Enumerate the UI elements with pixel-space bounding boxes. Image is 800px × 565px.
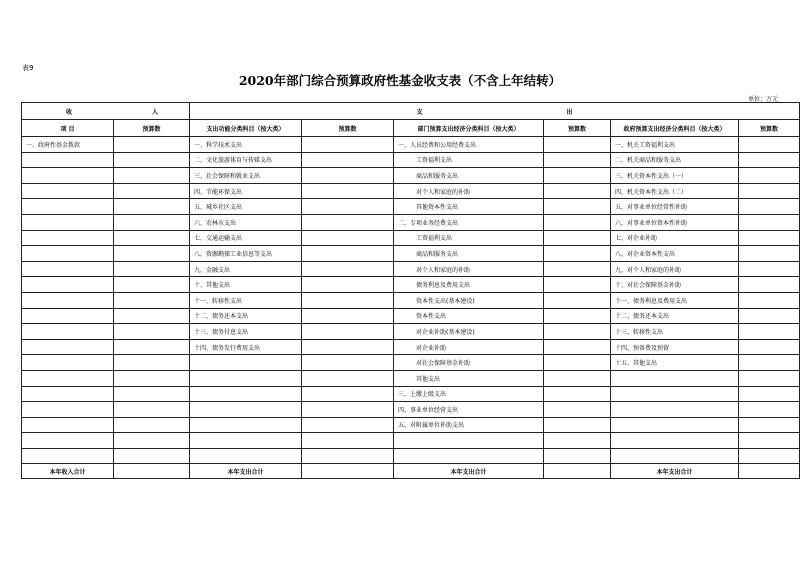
table-cell [302, 433, 394, 449]
table-cell [739, 386, 800, 402]
table-row [22, 246, 800, 262]
table-cell [114, 433, 190, 449]
page-title: 2020年部门综合预算政府性基金收支表（不含上年结转） [238, 73, 562, 88]
table-cell [544, 308, 611, 324]
table-row [22, 402, 800, 418]
table-cell: 对个人和家庭的补助 [394, 261, 544, 277]
table-cell [302, 448, 394, 464]
column-header: 预算数 [114, 120, 190, 137]
table-cell [739, 199, 800, 215]
table-cell: 十四、预备费及预留 [611, 339, 739, 355]
table-cell: 对社会保障基金补助 [394, 355, 544, 371]
table-cell [114, 370, 190, 386]
table-cell [739, 168, 800, 184]
table-cell [190, 433, 302, 449]
total-cell: 本年支出合计 [190, 464, 302, 479]
table-cell: 四、节能环保支出 [190, 183, 302, 199]
table-cell: 工资福利支出 [394, 230, 544, 246]
table-cell [611, 448, 739, 464]
table-row [22, 168, 800, 184]
table-cell [302, 308, 394, 324]
table-cell [22, 199, 114, 215]
table-cell: 七、交通运输支出 [190, 230, 302, 246]
table-cell [544, 448, 611, 464]
table-cell [544, 386, 611, 402]
table-cell [22, 386, 114, 402]
table-cell [739, 308, 800, 324]
table-row [22, 417, 800, 433]
table-cell: 十、其他支出 [190, 277, 302, 293]
column-header: 支出功能分类科目（按大类） [190, 120, 302, 137]
table-cell: 一、机关工资福利支出 [611, 137, 739, 153]
column-header: 预算数 [302, 120, 394, 137]
table-cell [114, 214, 190, 230]
table-cell [739, 230, 800, 246]
table-cell [611, 433, 739, 449]
table-cell: 二、机关商品和服务支出 [611, 152, 739, 168]
table-cell [544, 355, 611, 371]
table-cell: 十二、债务还本支出 [190, 308, 302, 324]
table-cell: 七、对企业补助 [611, 230, 739, 246]
table-cell [22, 214, 114, 230]
table-row [22, 230, 800, 246]
table-row [22, 308, 800, 324]
table-cell: 十三、转移性支出 [611, 324, 739, 340]
income-group-header [22, 103, 190, 120]
table-cell: 对企业补助 [394, 339, 544, 355]
total-cell: 本年支出合计 [394, 464, 544, 479]
table-cell [22, 448, 114, 464]
table-cell: 工资福利支出 [394, 152, 544, 168]
table-cell: 六、对事业单位资本性补助 [611, 214, 739, 230]
table-cell [302, 417, 394, 433]
table-cell [739, 214, 800, 230]
total-cell [739, 464, 800, 479]
table-cell [114, 355, 190, 371]
table-cell: 二、文化旅游体育与传媒支出 [190, 152, 302, 168]
table-cell [739, 261, 800, 277]
table-cell [114, 448, 190, 464]
table-cell [22, 168, 114, 184]
table-cell: 十五、其他支出 [611, 355, 739, 371]
table-cell [302, 168, 394, 184]
table-row [22, 448, 800, 464]
table-cell [302, 183, 394, 199]
table-cell [739, 402, 800, 418]
table-cell [114, 137, 190, 153]
table-cell [114, 402, 190, 418]
table-cell [302, 355, 394, 371]
table-cell: 商品和服务支出 [394, 246, 544, 262]
table-cell: 一、科学技术支出 [190, 137, 302, 153]
total-cell: 本年支出合计 [611, 464, 739, 479]
table-cell [22, 277, 114, 293]
total-cell [114, 464, 190, 479]
table-cell [22, 261, 114, 277]
spend-group-char-1: 支 [416, 108, 423, 116]
table-cell [22, 370, 114, 386]
table-cell [739, 448, 800, 464]
table-cell [22, 183, 114, 199]
table-cell [544, 152, 611, 168]
table-cell: 对个人和家庭的补助 [394, 183, 544, 199]
table-cell [302, 246, 394, 262]
column-header: 政府预算支出经济分类科目（按大类） [611, 120, 739, 137]
table-cell [114, 230, 190, 246]
table-cell: 三、社会保障和就业支出 [190, 168, 302, 184]
table-cell [739, 152, 800, 168]
table-cell: 四、事业单位经营支出 [394, 402, 544, 418]
table-cell [544, 137, 611, 153]
table-cell [114, 308, 190, 324]
table-row [22, 277, 800, 293]
table-cell: 其他资本性支出 [394, 199, 544, 215]
table-row [22, 433, 800, 449]
table-cell [114, 183, 190, 199]
table-cell [22, 230, 114, 246]
totals-row [22, 464, 800, 479]
table-cell [611, 417, 739, 433]
table-cell [544, 277, 611, 293]
table-cell [611, 402, 739, 418]
table-cell: 五、对事业单位经常性补助 [611, 199, 739, 215]
table-cell [544, 339, 611, 355]
spend-group-char-2: 出 [566, 108, 573, 116]
table-row [22, 152, 800, 168]
table-cell: 十、对社会保障基金补助 [611, 277, 739, 293]
table-cell [22, 417, 114, 433]
table-cell [544, 230, 611, 246]
table-cell: 资本性支出(基本建设) [394, 292, 544, 308]
table-cell: 六、农林水支出 [190, 214, 302, 230]
table-cell [302, 277, 394, 293]
table-cell [544, 324, 611, 340]
table-cell [739, 137, 800, 153]
table-row [22, 261, 800, 277]
column-header: 部门预算支出经济分类科目（按大类） [394, 120, 544, 137]
table-cell: 一、人员经费和公用经费支出 [394, 137, 544, 153]
income-group-char-2: 入 [152, 108, 159, 116]
table-cell [114, 324, 190, 340]
table-cell: 九、对个人和家庭的补助 [611, 261, 739, 277]
table-row [22, 370, 800, 386]
table-cell [544, 246, 611, 262]
table-cell: 十二、债务还本支出 [611, 308, 739, 324]
table-cell [544, 417, 611, 433]
column-header-row [22, 120, 800, 137]
table-number-label: 表9 [22, 64, 34, 72]
table-row [22, 292, 800, 308]
table-cell: 十三、债务付息支出 [190, 324, 302, 340]
table-cell [739, 277, 800, 293]
spend-group-header [190, 103, 800, 120]
table-row [22, 324, 800, 340]
table-cell [544, 370, 611, 386]
table-cell [22, 339, 114, 355]
table-cell [114, 168, 190, 184]
table-cell: 九、金融支出 [190, 261, 302, 277]
table-cell [302, 292, 394, 308]
table-cell [544, 402, 611, 418]
group-header-row [22, 103, 800, 120]
table-cell [114, 339, 190, 355]
table-cell: 五、对附属单位补助支出 [394, 417, 544, 433]
table-cell [394, 433, 544, 449]
table-cell [114, 417, 190, 433]
table-cell [611, 370, 739, 386]
column-header: 项 目 [22, 120, 114, 137]
table-cell: 五、城乡社区支出 [190, 199, 302, 215]
table-cell [22, 292, 114, 308]
table-cell: 一、政府性基金拨款 [22, 137, 114, 153]
total-cell: 本年收入合计 [22, 464, 114, 479]
table-cell [544, 199, 611, 215]
table-cell [739, 246, 800, 262]
unit-label: 单位：万元 [747, 96, 778, 103]
table-cell [302, 386, 394, 402]
table-cell: 十一、转移性支出 [190, 292, 302, 308]
table-cell: 十四、债务发行费用支出 [190, 339, 302, 355]
table-cell [611, 386, 739, 402]
table-cell: 四、机关资本性支出（二） [611, 183, 739, 199]
income-group-char-1: 收 [66, 108, 73, 116]
table-cell [544, 183, 611, 199]
table-cell: 对企业补助(基本建设) [394, 324, 544, 340]
table-row [22, 137, 800, 153]
table-cell [544, 261, 611, 277]
table-cell [302, 370, 394, 386]
table-cell [739, 292, 800, 308]
table-cell [114, 246, 190, 262]
table-row [22, 339, 800, 355]
table-cell [302, 199, 394, 215]
table-cell: 债务利息及费用支出 [394, 277, 544, 293]
table-row [22, 199, 800, 215]
table-cell: 八、对企业资本性支出 [611, 246, 739, 262]
table-cell [739, 324, 800, 340]
total-cell [302, 464, 394, 479]
table-cell [302, 339, 394, 355]
table-cell [544, 433, 611, 449]
table-cell [114, 199, 190, 215]
table-cell [739, 355, 800, 371]
table-cell: 其他支出 [394, 370, 544, 386]
budget-table [21, 102, 800, 479]
table-cell [302, 230, 394, 246]
table-cell [302, 402, 394, 418]
table-cell [739, 339, 800, 355]
table-cell [22, 308, 114, 324]
table-row [22, 355, 800, 371]
column-header: 预算数 [739, 120, 800, 137]
table-cell [739, 417, 800, 433]
table-cell: 三、机关资本性支出（一） [611, 168, 739, 184]
total-cell [544, 464, 611, 479]
table-cell [22, 355, 114, 371]
table-cell [22, 246, 114, 262]
table-cell [114, 292, 190, 308]
table-cell [302, 214, 394, 230]
table-cell [114, 386, 190, 402]
table-cell: 三、上缴上级支出 [394, 386, 544, 402]
table-cell [114, 277, 190, 293]
table-cell: 商品和服务支出 [394, 168, 544, 184]
table-row [22, 183, 800, 199]
table-cell [302, 152, 394, 168]
table-cell [739, 183, 800, 199]
table-cell [190, 448, 302, 464]
table-cell [190, 417, 302, 433]
table-cell [190, 386, 302, 402]
table-cell [190, 402, 302, 418]
table-cell [302, 324, 394, 340]
table-cell [739, 433, 800, 449]
table-cell: 资本性支出 [394, 308, 544, 324]
table-cell: 十一、债务利息及费用支出 [611, 292, 739, 308]
table-cell [22, 433, 114, 449]
table-cell [114, 152, 190, 168]
table-cell [22, 324, 114, 340]
table-row [22, 386, 800, 402]
column-header: 预算数 [544, 120, 611, 137]
table-cell [544, 168, 611, 184]
table-cell [114, 261, 190, 277]
table-cell [190, 355, 302, 371]
table-cell [544, 214, 611, 230]
table-cell: 八、资源勘探工业信息等支出 [190, 246, 302, 262]
table-cell [739, 370, 800, 386]
table-cell [22, 402, 114, 418]
table-cell [22, 152, 114, 168]
table-cell [302, 137, 394, 153]
table-cell [302, 261, 394, 277]
table-cell: 二、专项业务经费支出 [394, 214, 544, 230]
table-cell [544, 292, 611, 308]
table-row [22, 214, 800, 230]
table-cell [190, 370, 302, 386]
table-cell [394, 448, 544, 464]
